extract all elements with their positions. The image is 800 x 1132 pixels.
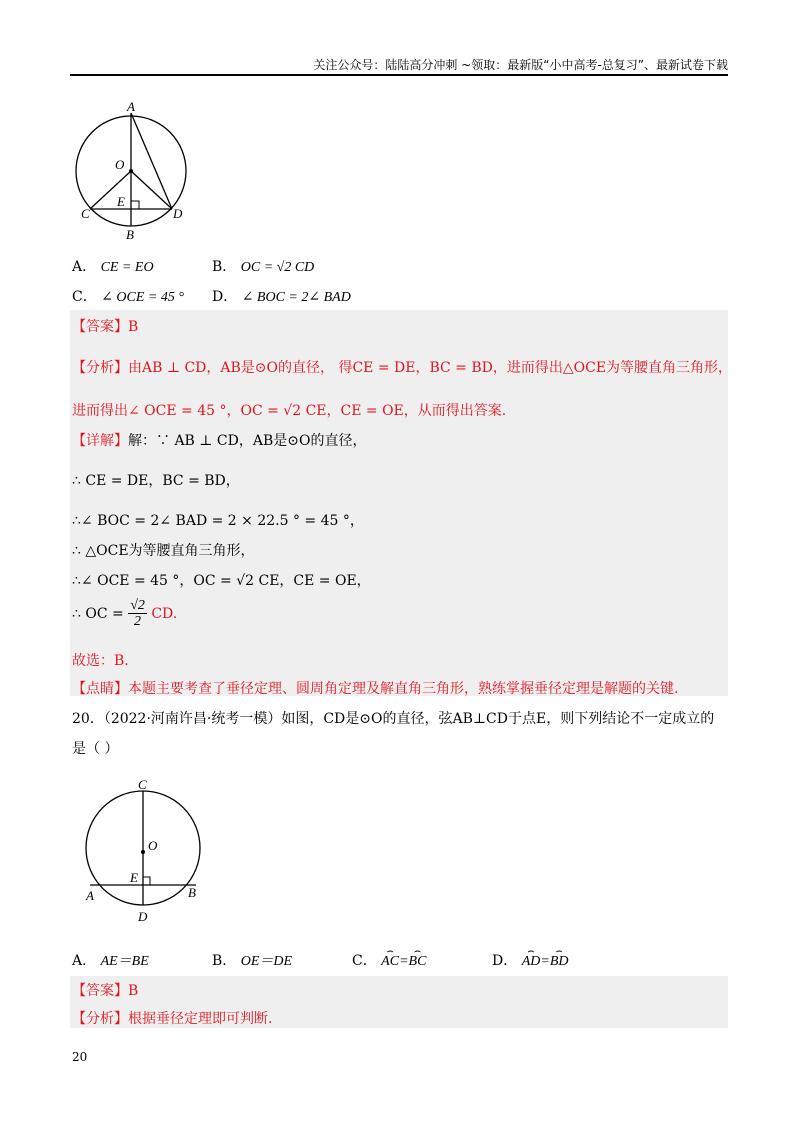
fig1-label-o: O: [115, 157, 125, 172]
fraction-numerator: √2: [130, 598, 145, 613]
header-rule: [70, 74, 728, 76]
q20-option-a: [72, 950, 149, 970]
option-text: CE = EO: [100, 260, 154, 275]
q20-stem-line-2: 是（ ）: [72, 741, 119, 757]
detail-text: 解：∵ AB ⊥ CD，AB是⊙O的直径，: [128, 433, 367, 449]
q19-detail-line-6: [72, 598, 177, 630]
option-letter: C．: [72, 289, 97, 305]
comment-text: 本题主要考查了垂径定理、圆周角定理及解直角三角形，熟练掌握垂径定理是解题的关键.: [128, 681, 679, 697]
option-text: OC = √2 CD: [240, 260, 315, 275]
detail-text: CD.: [151, 605, 178, 622]
equals-sign: =: [399, 954, 409, 969]
detail-text: ∴ OC =: [72, 605, 124, 622]
q20-option-c: [352, 950, 426, 970]
detail-tag: 【详解】: [72, 433, 128, 449]
option-letter: D．: [492, 953, 518, 969]
page-header: 关注公众号：陆陆高分冲刺 ~领取：最新版“小中高考-总复习”、最新试卷下载: [313, 58, 728, 72]
fig2-label-c: C: [138, 777, 147, 792]
fig2-label-a: A: [86, 888, 94, 903]
q20-analysis: [72, 1008, 272, 1028]
page-number: 20: [72, 1050, 88, 1064]
option-text: ∠ OCE = 45 °: [101, 290, 184, 305]
q19-option-b: [212, 256, 314, 276]
fraction: [128, 598, 147, 630]
q20-answer: [72, 980, 138, 1000]
fig1-label-b: B: [126, 227, 134, 242]
q19-option-d: [212, 286, 351, 306]
option-letter: C．: [352, 953, 377, 969]
q19-option-a: [72, 256, 154, 276]
option-letter: B．: [212, 953, 237, 969]
fig1-label-d: D: [173, 206, 183, 221]
answer-value: B: [128, 319, 139, 335]
q19-choice: 故选：B.: [72, 653, 129, 669]
fraction-denominator: 2: [134, 614, 142, 630]
circle-figure-1: [72, 96, 197, 244]
answer-tag: 【答案】: [72, 983, 128, 999]
analysis-tag: 【分析】: [72, 360, 128, 376]
q20-stem-line-1: 20．（2022·河南许昌·统考一模）如图，CD是⊙O的直径，弦AB⊥CD于点E，则下列结论不一定成立的: [72, 711, 715, 727]
answer-tag: 【答案】: [72, 319, 128, 335]
fig2-label-d: D: [138, 909, 148, 924]
arc-bc: ⌢ BC: [409, 954, 427, 970]
option-letter: B．: [212, 259, 237, 275]
arc-ac: ⌢ AC: [381, 954, 399, 970]
circle-figure-2: [80, 776, 210, 926]
fig2-label-o: O: [148, 838, 158, 853]
comment-tag: 【点睛】: [72, 681, 128, 697]
q20-option-d: [492, 950, 568, 970]
q19-detail-line-3: ∴∠ BOC = 2∠ BAD = 2 × 22.5 ° = 45 °，: [72, 513, 364, 529]
q20-option-b: [212, 950, 292, 970]
q19-detail-line-1: [72, 430, 366, 450]
arc-ad: ⌢ AD: [522, 954, 541, 970]
option-letter: D．: [212, 289, 238, 305]
q19-comment: [72, 678, 678, 698]
q19-answer: [72, 316, 138, 336]
q19-analysis-line-1: [72, 357, 732, 377]
equals-sign: =: [540, 954, 550, 969]
fig1-label-a: A: [127, 99, 135, 114]
q19-analysis-line-2: 进而得出∠ OCE = 45 °，OC = √2 CE，CE = OE，从而得出答案.: [72, 403, 507, 419]
q19-detail-line-4: ∴ △OCE为等腰直角三角形，: [72, 543, 255, 559]
option-text: ∠ BOC = 2∠ BAD: [241, 290, 351, 305]
analysis-text: 根据垂径定理即可判断.: [128, 1011, 273, 1027]
option-text: AE＝BE: [100, 954, 149, 969]
fig1-label-e: E: [117, 194, 125, 209]
q19-option-c: [72, 286, 184, 306]
option-text: OE＝DE: [240, 954, 293, 969]
option-letter: A．: [72, 259, 97, 275]
analysis-tag: 【分析】: [72, 1011, 128, 1027]
arc-bd: ⌢ BD: [550, 954, 569, 970]
analysis-text: 由AB ⊥ CD，AB是⊙O的直径， 得CE = DE，BC = BD，进而得出△OCE为等腰直角三角形，: [128, 360, 733, 376]
q19-detail-line-2: ∴ CE = DE，BC = BD，: [72, 473, 240, 489]
fig2-label-b: B: [188, 885, 196, 900]
fig2-label-e: E: [130, 870, 138, 885]
option-letter: A．: [72, 953, 97, 969]
answer-value: B: [128, 983, 139, 999]
fig1-label-c: C: [81, 206, 90, 221]
q19-detail-line-5: ∴∠ OCE = 45 °，OC = √2 CE，CE = OE，: [72, 573, 371, 589]
